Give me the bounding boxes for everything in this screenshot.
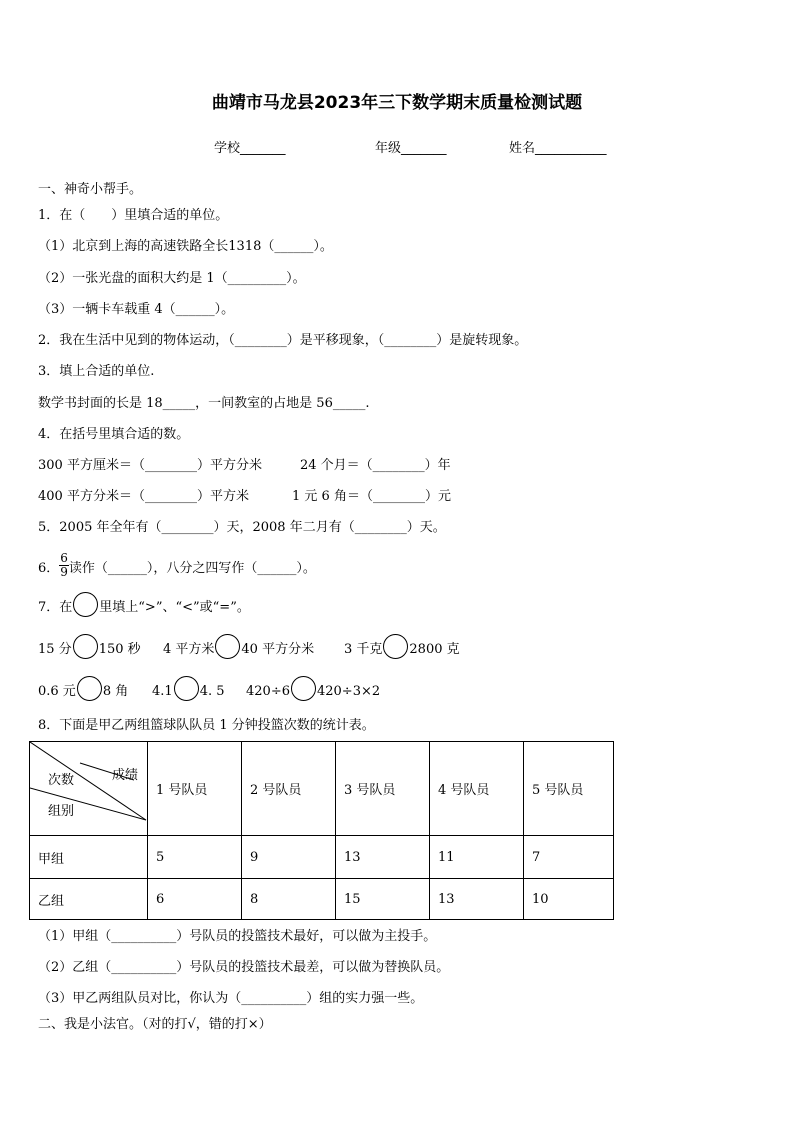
row-label: 乙组 [30,879,148,920]
table-cell: 8 [242,879,336,920]
q4-c: 400 平方分米＝（________）平方米 [38,489,249,504]
diagonal-lines [30,742,147,835]
column-header: 5 号队员 [524,742,614,836]
table-cell: 15 [336,879,430,920]
q4-stem: 4．在括号里填合适的数。 [38,427,190,442]
fraction-numerator: 6 [60,551,68,565]
answer-circle[interactable] [73,634,98,659]
q4-a: 300 平方厘米＝（________）平方分米 [38,458,262,473]
q3-line: 数学书封面的长是 18_____，一间教室的占地是 56_____. [38,396,370,411]
table-header-row [30,742,614,836]
q1-stem: 1．在（ ）里填合适的单位。 [38,208,229,223]
q5: 5．2005 年全年有（________）天，2008 年二月有（________）天。 [38,520,446,535]
table-row [30,836,614,879]
answer-circle[interactable] [174,676,199,701]
q8-sub2: （2）乙组（__________）号队员的投篮技术最差，可以做为替换队员。 [38,960,450,975]
name-field: 姓名___________ [509,141,607,156]
q7-left: 0.6 元 [38,684,76,699]
table-cell: 9 [242,836,336,879]
q3-stem: 3．填上合适的单位. [38,364,155,379]
q7-left: 15 分 [38,642,72,657]
q7-row2-item3 [246,682,380,701]
answer-circle[interactable] [215,634,240,659]
q7-right: 8 角 [102,684,129,699]
q7-row1-item3 [344,640,460,659]
header-score-label: 成绩 [112,768,139,783]
q8-sub3: （3）甲乙两组队员对比，你认为（__________）组的实力强一些。 [38,991,424,1006]
q7-left: 4.1 [152,684,173,699]
q7-row1-item2 [163,640,314,659]
table-row [30,879,614,920]
q7-right: 2800 克 [409,642,460,657]
table-cell: 6 [148,879,242,920]
fraction-denominator: 9 [60,565,68,579]
q8-sub1: （1）甲组（__________）号队员的投篮技术最好，可以做为主投手。 [38,929,437,944]
q7-stem [38,598,250,617]
header-count-label: 次数 [48,773,75,788]
q7-row2-item1 [38,682,128,701]
answer-circle[interactable] [73,592,98,617]
section-1-heading: 一、神奇小帮手。 [38,182,143,197]
q4-b: 24 个月＝（________）年 [300,458,451,473]
answer-circle[interactable] [383,634,408,659]
column-header: 2 号队员 [242,742,336,836]
fraction [59,552,69,579]
q1-sub3: （3）一辆卡车载重 4（______）。 [38,302,235,317]
q2: 2．我在生活中见到的物体运动，（________）是平移现象，（________）是旋转现象。 [38,333,528,348]
row-label: 甲组 [30,836,148,879]
column-header: 3 号队员 [336,742,430,836]
table-cell: 5 [148,836,242,879]
q7-right: 40 平方分米 [241,642,315,657]
table-cell: 13 [336,836,430,879]
q1-sub1: （1）北京到上海的高速铁路全长1318（______）。 [38,239,333,254]
answer-circle[interactable] [291,676,316,701]
q7-left: 3 千克 [344,642,383,657]
page-title: 曲靖市马龙县2023年三下数学期末质量检测试题 [211,93,583,113]
table-cell: 7 [524,836,614,879]
q7-right: 420÷3×2 [316,684,381,699]
diagonal-header-cell [30,742,148,836]
section-2-heading: 二、我是小法官。（对的打√，错的打×） [38,1017,272,1032]
q7-right: 150 秒 [98,642,141,657]
table-cell: 11 [430,836,524,879]
table-cell: 13 [430,879,524,920]
header-group-label: 组别 [48,804,75,819]
q6-number: 6． [38,561,60,576]
grade-field: 年级_______ [375,141,447,156]
q7-left: 4 平方米 [163,642,215,657]
q7-right: 4. 5 [199,684,225,699]
q6-text: 读作（______），八分之四写作（______）。 [68,561,316,576]
table-cell: 10 [524,879,614,920]
stats-table [29,741,614,920]
column-header: 1 号队员 [148,742,242,836]
q7-left: 420÷6 [246,684,290,699]
q7-row1-item1 [38,640,141,659]
q7-post: 里填上“>”、“<”或“=”。 [99,600,250,615]
q4-d: 1 元 6 角＝（________）元 [292,489,451,504]
q6 [38,551,316,579]
column-header: 4 号队员 [430,742,524,836]
q8-stem: 8．下面是甲乙两组篮球队队员 1 分钟投篮次数的统计表。 [38,718,375,733]
q1-sub2: （2）一张光盘的面积大约是 1（_________）。 [38,271,306,286]
school-field: 学校_______ [214,141,286,156]
answer-circle[interactable] [77,676,102,701]
q7-pre: 7．在 [38,600,73,615]
q7-row2-item2 [152,682,225,701]
